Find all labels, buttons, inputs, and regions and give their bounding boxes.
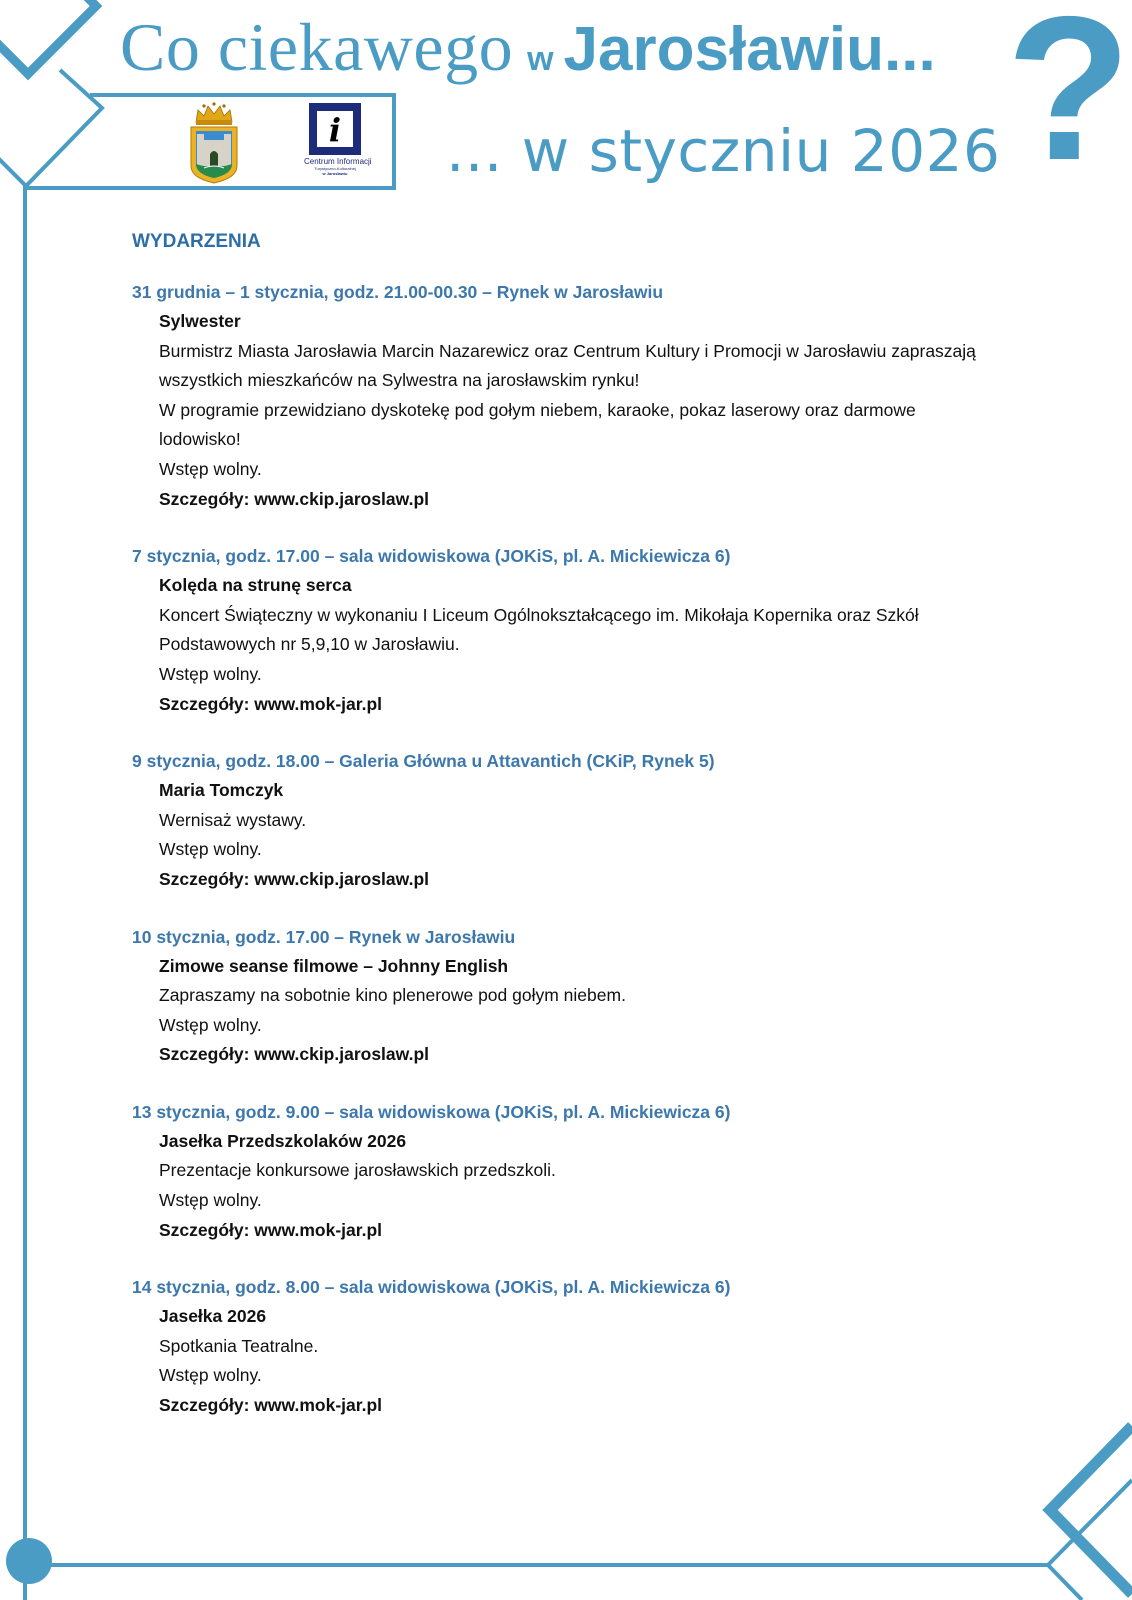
event-entry: Wstęp wolny. — [159, 1365, 262, 1386]
event-title: Sylwester — [159, 311, 241, 331]
event-item — [132, 278, 992, 514]
event-description: Wernisaż wystawy. — [159, 809, 307, 830]
question-mark-icon: ? — [1006, 0, 1132, 203]
corner-dot — [6, 1538, 52, 1584]
title-part-2: w — [527, 40, 554, 78]
event-entry: Wstęp wolny. — [159, 839, 262, 860]
event-date-location: 13 stycznia, godz. 9.00 – sala widowiskowa (JOKiS, pl. A. Mickiewicza 6) — [132, 1101, 731, 1122]
event-details-link[interactable]: Szczegóły: www.ckip.jaroslaw.pl — [159, 488, 430, 509]
event-entry: Wstęp wolny. — [159, 663, 262, 684]
event-description: Koncert Świąteczny w wykonaniu I Liceum Ogólnokształcącego im. Mikołaja Kopernika oraz Szkół Podstawowych nr 5,9,10 w Jarosławiu. — [159, 604, 919, 655]
event-date-location: 31 grudnia – 1 stycznia, godz. 21.00-00.30 – Rynek w Jarosławiu — [132, 282, 664, 302]
event-body — [159, 1302, 992, 1420]
event-entry: Wstęp wolny. — [159, 458, 262, 479]
page-subtitle: ... w styczniu 2026 — [446, 117, 1001, 185]
event-body — [159, 307, 992, 514]
event-entry: Wstęp wolny. — [159, 1014, 262, 1035]
crown-shape — [196, 106, 232, 122]
info-logo-box — [309, 103, 361, 155]
event-date-location: 10 stycznia, godz. 17.00 – Rynek w Jarosławiu — [132, 926, 516, 947]
event-item — [132, 542, 992, 719]
event-description: Spotkania Teatralne. — [159, 1335, 319, 1356]
event-details-link[interactable]: Szczegóły: www.ckip.jaroslaw.pl — [159, 868, 430, 889]
thin-diamond-shape — [0, 0, 100, 140]
event-title: Zimowe seanse filmowe – Johnny English — [159, 955, 509, 976]
event-body — [159, 952, 992, 1070]
thin-diamond-outline — [0, 70, 102, 186]
event-title: Jasełka 2026 — [159, 1306, 267, 1327]
events-section — [132, 228, 992, 1449]
event-description: Burmistrz Miasta Jarosławia Marcin Nazarewicz oraz Centrum Kultury i Promocji w Jarosławiu zapraszają wszystkich mieszkańców na Sylwestra na jarosławskim rynku! — [159, 340, 976, 391]
info-icon: i — [317, 111, 353, 147]
event-date-location: 7 stycznia, godz. 17.00 – sala widowiskowa (JOKiS, pl. A. Mickiewicza 6) — [132, 546, 731, 567]
event-body — [159, 571, 992, 719]
info-logo-caption-city: w Jarosławiu — [322, 171, 348, 176]
event-body — [159, 1127, 992, 1245]
event-details-link[interactable]: Szczegóły: www.ckip.jaroslaw.pl — [159, 1044, 430, 1065]
event-item — [132, 923, 992, 1070]
event-title: Maria Tomczyk — [159, 780, 284, 801]
event-item — [132, 1273, 992, 1420]
event-details-link[interactable]: Szczegóły: www.mok-jar.pl — [159, 1395, 383, 1416]
thick-diamond-shape — [0, 0, 96, 74]
event-details-link[interactable]: Szczegóły: www.mok-jar.pl — [159, 1219, 383, 1240]
event-description: Zapraszamy na sobotnie kino plenerowe pod gołym niebem. — [159, 985, 626, 1006]
event-date-location: 14 stycznia, godz. 8.00 – sala widowiskowa (JOKiS, pl. A. Mickiewicza 6) — [132, 1277, 731, 1298]
event-item — [132, 1098, 992, 1245]
event-date-location: 9 stycznia, godz. 18.00 – Galeria Główna u Attavantich (CKiP, Rynek 5) — [132, 751, 715, 772]
event-title: Kolęda na strunę serca — [159, 575, 352, 596]
info-center-logo — [304, 103, 396, 189]
event-body — [159, 776, 992, 894]
crown-band — [196, 120, 232, 125]
thick-chevron-shape — [1050, 1426, 1132, 1594]
thin-chevron-shape — [1048, 1480, 1132, 1600]
thin-diamond-lines — [0, 95, 100, 186]
coat-of-arms-logo — [186, 100, 242, 184]
event-details-link[interactable]: Szczegóły: www.mok-jar.pl — [159, 693, 383, 714]
page-title — [120, 8, 936, 87]
title-part-3: Jarosławiu... — [563, 15, 936, 84]
section-heading: WYDARZENIA — [132, 231, 261, 252]
event-title: Jasełka Przedszkolaków 2026 — [159, 1130, 407, 1151]
info-logo-caption-small: Turystyczno-Kulturalnej — [314, 166, 356, 171]
event-description: Prezentacje konkursowe jarosławskich przedszkoli. — [159, 1160, 556, 1181]
event-description-2: W programie przewidziano dyskotekę pod gołym niebem, karaoke, pokaz laserowy oraz darmowe lodowisko! — [159, 399, 916, 450]
event-item — [132, 747, 992, 894]
event-entry: Wstęp wolny. — [159, 1190, 262, 1211]
title-part-1: Co ciekawego — [120, 9, 514, 85]
info-logo-caption: Centrum Informacji — [304, 157, 372, 166]
